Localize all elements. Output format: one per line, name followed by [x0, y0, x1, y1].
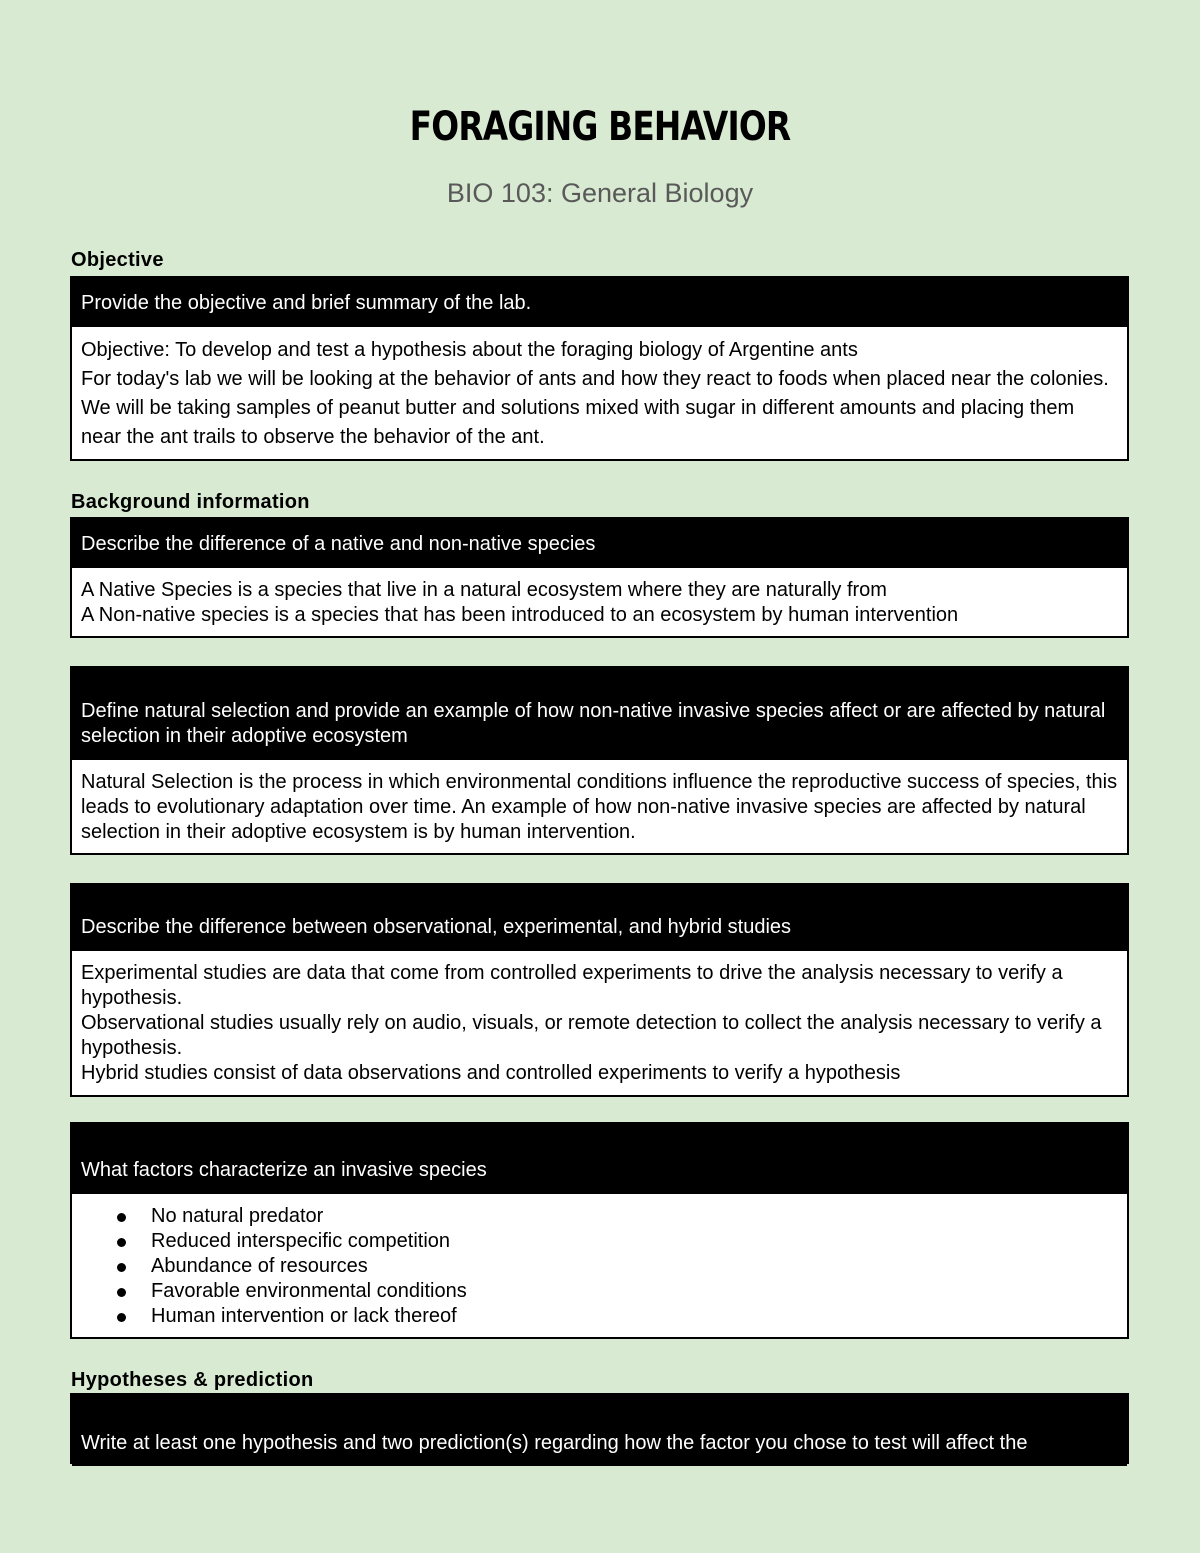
native-answer[interactable] — [72, 568, 1127, 628]
objective-label: Objective — [71, 249, 164, 271]
studies-prompt: Describe the difference between observational, experimental, and hybrid studies — [72, 885, 1127, 951]
selection-prompt: Define natural selection and provide an example of how non-native invasive species affect or are affected by natural selection in their adoptive ecosystem — [72, 668, 1127, 760]
native-prompt: Describe the difference of a native and non-native species — [72, 519, 1127, 568]
selection-answer[interactable] — [72, 760, 1127, 845]
invasive-answer[interactable] — [72, 1194, 1127, 1329]
list-item: Abundance of resources — [151, 1254, 1118, 1279]
studies-box — [70, 883, 1129, 1097]
invasive-box — [70, 1122, 1129, 1339]
list-item: Human intervention or lack thereof — [151, 1304, 1118, 1329]
objective-answer-line: Objective: To develop and test a hypothesis about the foraging biology of Argentine ants — [81, 339, 858, 361]
objective-prompt: Provide the objective and brief summary of the lab. — [72, 278, 1127, 327]
selection-answer-line: Natural Selection is the process in which environmental conditions influence the reproductive success of species, this leads to evolutionary adaptation over time. An example of how non-native invasive species are affected by natural selection in their adoptive ecosystem is by human intervention. — [81, 771, 1118, 843]
objective-answer[interactable] — [72, 327, 1127, 452]
background-label: Background information — [71, 491, 310, 513]
native-answer-line: A Non-native species is a species that has been introduced to an ecosystem by human intervention — [81, 604, 959, 626]
hypotheses-prompt: Write at least one hypothesis and two prediction(s) regarding how the factor you chose to test will affect the — [72, 1395, 1127, 1466]
list-item: Favorable environmental conditions — [151, 1279, 1118, 1304]
document-title: FORAGING BEHAVIOR — [409, 104, 791, 150]
studies-answer-line: Experimental studies are data that come from controlled experiments to drive the analysis necessary to verify a hypothesis. — [81, 962, 1063, 1009]
invasive-prompt: What factors characterize an invasive species — [72, 1124, 1127, 1194]
studies-answer-line: Hybrid studies consist of data observations and controlled experiments to verify a hypothesis — [81, 1062, 901, 1084]
invasive-factors-list — [81, 1204, 1118, 1329]
native-box — [70, 517, 1129, 638]
native-answer-line: A Native Species is a species that live in a natural ecosystem where they are naturally from — [81, 579, 887, 601]
studies-answer[interactable] — [72, 951, 1127, 1086]
objective-box — [70, 276, 1129, 461]
list-item: No natural predator — [151, 1204, 1118, 1229]
list-item: Reduced interspecific competition — [151, 1229, 1118, 1254]
selection-box — [70, 666, 1129, 855]
objective-answer-line: For today's lab we will be looking at the behavior of ants and how they react to foods when placed near the colonies. We will be taking samples of peanut butter and solutions mixed with sugar in different amounts and placing them near the ant trails to observe the behavior of the ant. — [81, 368, 1109, 448]
document-subtitle: BIO 103: General Biology — [446, 178, 754, 208]
hypotheses-label: Hypotheses & prediction — [71, 1369, 314, 1391]
studies-answer-line: Observational studies usually rely on audio, visuals, or remote detection to collect the analysis necessary to verify a hypothesis. — [81, 1012, 1102, 1059]
hypotheses-box — [70, 1393, 1129, 1464]
